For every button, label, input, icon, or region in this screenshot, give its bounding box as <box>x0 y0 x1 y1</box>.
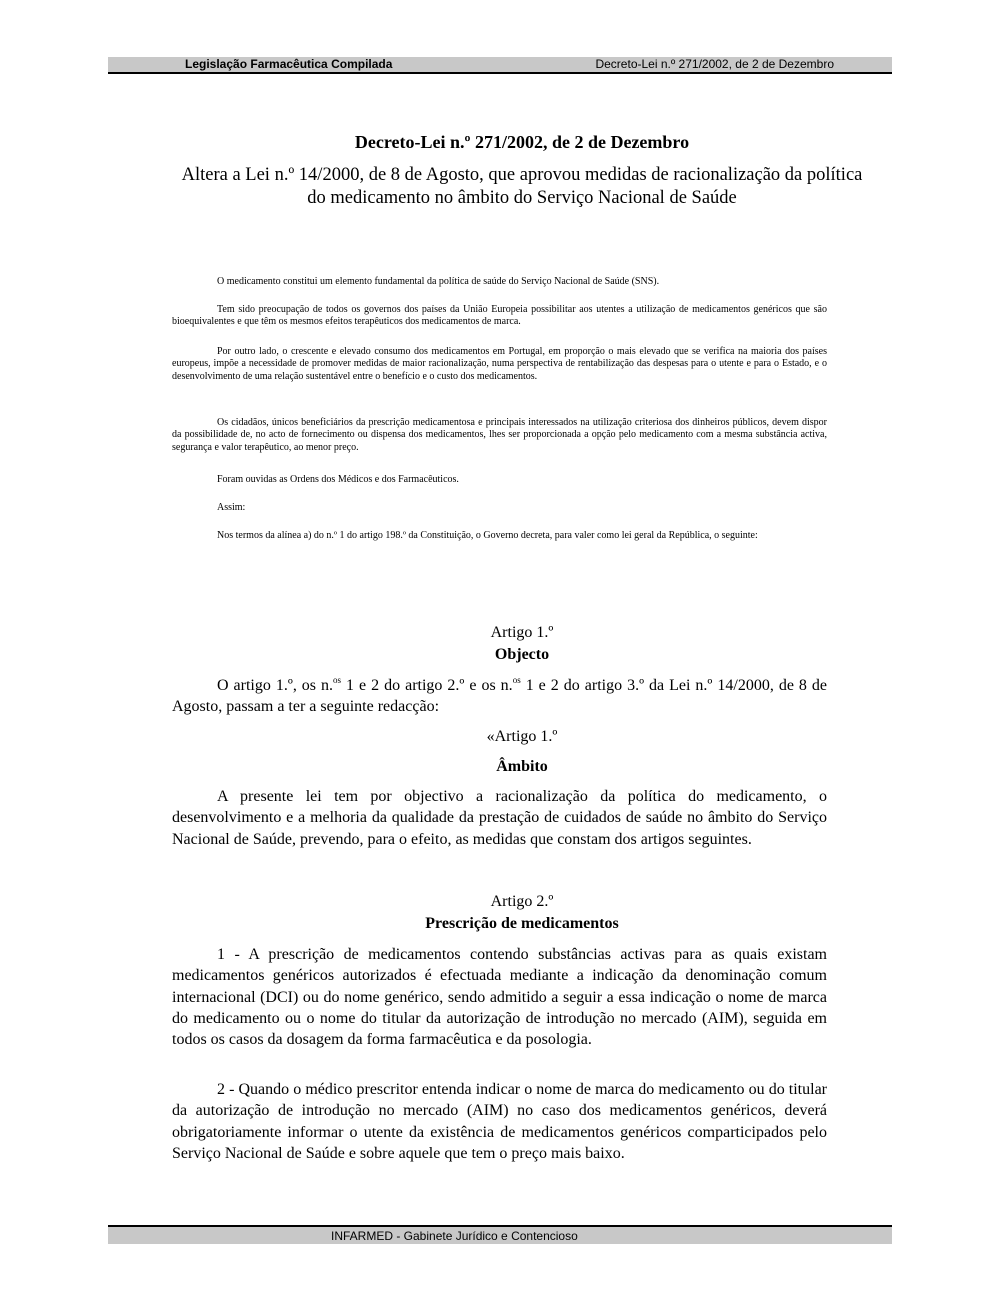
preamble-paragraph: O medicamento constitui um elemento fundamental da política de saúde do Serviço Nacional de Saúde (SNS). <box>217 276 660 287</box>
document-subtitle: Altera a Lei n.º 14/2000, de 8 de Agosto, que aprovou medidas de racionalização da política do medicamento no âmbito do Serviço Nacional de Saúde <box>181 165 863 208</box>
page-header <box>108 57 892 74</box>
preamble-paragraph: Os cidadãos, únicos beneficiários da prescrição medicamentosa e principais interessados na utilização criteriosa dos dinheiros públicos, devem dispor da possibilidade de, no acto de fornecimento ou dispensa dos medicamentos, lhes ser proporcionada a opção pelo medicamento com a mesma substância activa, segurança e valor terapêutico, ao menor preço. <box>172 417 827 453</box>
header-decree-reference: Decreto-Lei n.º 271/2002, de 2 de Dezembro <box>595 57 834 71</box>
article-2-paragraph: 1 - A prescrição de medicamentos contendo substâncias activas para as quais existam medicamentos genéricos autorizados é efectuada mediante a indicação da denominação comum internacional (DCI) ou do nome genérico, sendo admitido a seguir a essa indicação o nome de marca do medicamento ou o nome do titular da autorização de introdução no mercado (AIM), seguida em todos os casos da dosagem da forma farmacêutica e da posologia. <box>172 946 827 1049</box>
article-2-heading: Prescrição de medicamentos <box>425 915 619 932</box>
article-1-number: Artigo 1.º <box>490 624 554 641</box>
preamble-paragraph: Tem sido preocupação de todos os governos dos países da União Europeia possibilitar aos utentes a utilização de medicamentos genéricos que são bioequivalentes e que têm os mesmos efeitos terapêuticos dos medicamentos de marca. <box>172 304 827 328</box>
preamble-paragraph: Nos termos da alínea a) do n.º 1 do artigo 198.º da Constituição, o Governo decreta, para valer como lei geral da República, o seguinte: <box>217 530 758 541</box>
amended-article-1-number: «Artigo 1.º <box>486 728 558 745</box>
preamble-paragraph: Assim: <box>217 502 246 513</box>
preamble-paragraph: Por outro lado, o crescente e elevado consumo dos medicamentos em Portugal, em proporção o mais elevado que se verifica na maioria dos países europeus, impõe a necessidade de promover medidas de maior racionalização, numa perspectiva de rentabilização das despesas para o utente e para o Estado, e o desenvolvimento de uma relação sustentável entre o benefício e o custo dos medicamentos. <box>172 346 827 382</box>
amended-article-1-heading: Âmbito <box>496 758 548 775</box>
preamble-paragraph: Foram ouvidas as Ordens dos Médicos e dos Farmacêuticos. <box>217 474 459 485</box>
article-2-number: Artigo 2.º <box>490 893 554 910</box>
article-1-heading: Objecto <box>494 646 550 663</box>
article-2-paragraph: 2 - Quando o médico prescritor entenda indicar o nome de marca do medicamento ou do titular da autorização de introdução no mercado (AIM) no caso dos medicamentos genéricos, deverá obrigatoriamente informar o utente da existência de medicamentos genéricos comparticipados pelo Serviço Nacional de Saúde e sobre aquele que tem o preço mais baixo. <box>172 1081 827 1162</box>
header-collection-title: Legislação Farmacêutica Compilada <box>185 57 393 71</box>
footer-text: INFARMED - Gabinete Jurídico e Contencioso <box>331 1229 578 1243</box>
amended-article-1-text: A presente lei tem por objectivo a racionalização da política do medicamento, o desenvolvimento e a melhoria da qualidade da prestação de cuidados de saúde no âmbito do Serviço Nacional de Saúde, prevendo, para o efeito, as medidas que constam dos artigos seguintes. <box>172 788 827 848</box>
page-footer <box>108 1225 892 1244</box>
article-1-text: O artigo 1.º, os n.$^{os}$ 1 e 2 do artigo 2.º e os n.$^{os}$ 1 e 2 do artigo 3.º da Lei n.º 14/2000, de 8 de Agosto, passam a ter a seguinte redacção: <box>172 675 828 716</box>
document-title: Decreto-Lei n.º 271/2002, de 2 de Dezembro <box>354 132 690 152</box>
